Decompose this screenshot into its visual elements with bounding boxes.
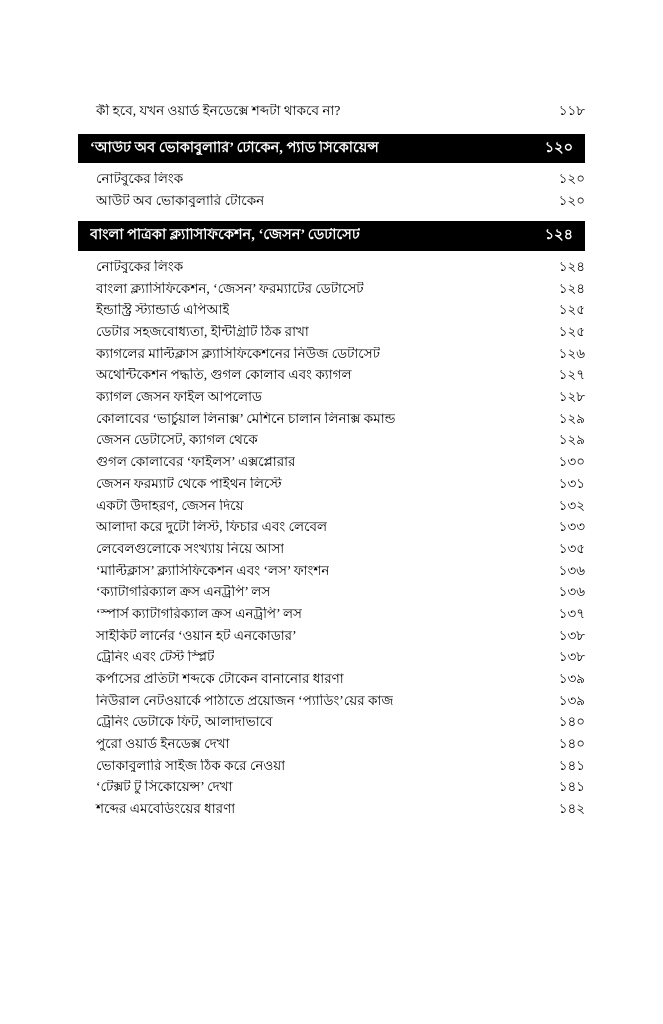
toc-entry-row[interactable]	[78, 690, 585, 712]
toc-entry-row[interactable]	[78, 711, 585, 733]
toc-entry-label: শব্দের এমবেডিংয়ের ধারণা	[96, 802, 236, 816]
toc-entry-label: জেসন ফরম্যাট থেকে পাইথন লিস্টে	[96, 476, 282, 491]
toc-page-number: ১৩৬	[558, 562, 585, 578]
toc-entry-row[interactable]	[78, 190, 585, 212]
toc-entry-label: ট্রেনিং ডেটাকে ফিট, আলাদাভাবে	[96, 715, 273, 729]
toc-entry-label: নোটবুকের লিংক	[96, 259, 184, 274]
toc-entry-row[interactable]	[78, 386, 585, 408]
toc-entry-row[interactable]	[78, 646, 585, 668]
toc-page-number: ১২৫	[558, 324, 585, 340]
toc-entry-label: জেসন ডেটাসেট, ক্যাগল থেকে	[96, 433, 258, 447]
toc-entry-row[interactable]	[78, 104, 585, 124]
toc-page-number: ১২৯	[558, 410, 585, 426]
toc-entry-label: ডেটার সহজবোধ্যতা, ইন্টিগ্রিটি ঠিক রাখা	[96, 325, 309, 339]
toc-page-number: ১৩২	[558, 497, 585, 513]
toc-page-number: ১৩১	[558, 475, 585, 491]
toc-page-number: ১২০	[544, 139, 573, 156]
toc-entry-row[interactable]	[78, 755, 585, 777]
toc-page-number: ১৪০	[558, 736, 585, 752]
toc-entry-label: নোটবুকের লিংক	[96, 172, 184, 186]
toc-entry-row[interactable]	[78, 560, 585, 582]
toc-entry-label: নিউরাল নেটওয়ার্কে পাঠাতে প্রয়োজন ‘প্যাডিং’য়ের কাজ	[96, 693, 394, 708]
toc-page-number: ১৩৬	[558, 584, 585, 600]
toc-entry-row[interactable]	[78, 429, 585, 451]
toc-entry-label: ভোকাবুলারি সাইজ ঠিক করে নেওয়া	[96, 758, 286, 773]
toc-page-number: ১৩৫	[558, 540, 585, 556]
toc-page-number: ১২০	[558, 192, 585, 208]
toc-page-number: ১৪১	[558, 757, 585, 773]
toc-entry-label: কী হবে, যখন ওয়ার্ড ইনডেক্সে শব্দটা থাকবে না?	[96, 104, 341, 118]
toc-entry-label: ‘টেক্সট টু সিকোয়েন্স’ দেখা	[96, 780, 233, 794]
toc-entry-label: কর্পাসের প্রতিটা শব্দকে টোকেন বানানোর ধারণা	[96, 672, 344, 686]
table-of-contents	[78, 104, 585, 820]
toc-entry-row[interactable]	[78, 494, 585, 516]
toc-entry-row[interactable]	[78, 798, 585, 820]
toc-entry-label: বাংলা ক্ল্যাসিফিকেশন, ‘জেসন’ ফরম্যাটের ডেটাসেট	[96, 281, 364, 296]
toc-entry-label: ‘ক্যাটাগরিক্যাল ক্রস এনট্রপি’ লস	[96, 585, 271, 599]
toc-entry-row[interactable]	[78, 299, 585, 321]
toc-page-number: ১২০	[558, 171, 585, 187]
toc-page-number: ১৩৮	[558, 627, 585, 643]
toc-entry-label: আলাদা করে দুটো লিস্ট, ফিচার এবং লেবেল	[96, 520, 328, 534]
toc-entry-row[interactable]	[78, 625, 585, 647]
toc-entry-row[interactable]	[78, 168, 585, 190]
toc-page-number: ১৩৮	[558, 649, 585, 665]
toc-page-number: ১৩৩	[558, 519, 585, 535]
toc-entry-label: সাইকিট লার্নের ‘ওয়ান হট এনকোডার’	[96, 628, 297, 643]
toc-entry-row[interactable]	[78, 473, 585, 495]
toc-page-number: ১২৭	[558, 367, 585, 383]
toc-entry-row[interactable]	[78, 321, 585, 343]
toc-entry-label: ক্যাগল জেসন ফাইল আপলোড	[96, 390, 262, 404]
toc-entry-row[interactable]	[78, 733, 585, 755]
toc-entry-label: কোলাবের ‘ভার্চুয়াল লিনাক্স’ মেশিনে চালান লিনাক্স কমান্ড	[96, 411, 396, 426]
toc-page-number: ১৩০	[558, 454, 585, 470]
toc-entry-row[interactable]	[78, 776, 585, 798]
toc-entry-label: অথেন্টিকেশন পদ্ধতি, গুগল কোলাব এবং ক্যাগল	[96, 368, 352, 382]
toc-entry-label: একটা উদাহরণ, জেসন দিয়ে	[96, 498, 244, 513]
toc-entry-label: গুগল কোলাবের ‘ফাইলস’ এক্সপ্লোরার	[96, 455, 296, 469]
toc-page-number: ১২৫	[558, 302, 585, 318]
toc-page-number: ১২৪	[558, 258, 585, 274]
toc-section-label: বাংলা পত্রিকা ক্ল্যাসিফিকেশন, ‘জেসন’ ডেটাসেট	[90, 228, 360, 243]
toc-entry-label: ক্যাগলের মাল্টিক্লাস ক্ল্যাসিফিকেশনের নিউজ ডেটাসেট	[96, 346, 380, 361]
toc-entry-row[interactable]	[78, 256, 585, 278]
toc-entry-row[interactable]	[78, 603, 585, 625]
toc-section-row[interactable]	[78, 134, 585, 164]
toc-entry-row[interactable]	[78, 343, 585, 365]
toc-entry-row[interactable]	[78, 516, 585, 538]
toc-page-number: ১২৪	[558, 280, 585, 296]
toc-entry-label: ‘স্পার্স ক্যাটাগরিক্যাল ক্রস এনট্রপি’ লস	[96, 606, 302, 621]
toc-entry-label: ট্রেনিং এবং টেস্ট স্প্লিট	[96, 650, 215, 664]
toc-page-number: ১৪০	[558, 714, 585, 730]
toc-entry-label: আউট অব ভোকাবুলারি টোকেন	[96, 193, 265, 208]
toc-page-number: ১২৬	[558, 345, 585, 361]
toc-entry-label: লেবেলগুলোকে সংখ্যায় নিয়ে আসা	[96, 541, 285, 556]
toc-entry-row[interactable]	[78, 364, 585, 386]
toc-entry-label: ইন্ডাস্ট্রি স্ট্যান্ডার্ড এপিআই	[96, 303, 230, 317]
toc-section-label: ‘আউট অব ভোকাবুলারি’ টোকেন, প্যাড সিকোয়েন্স	[90, 140, 379, 155]
toc-page-number: ১২৮	[558, 389, 585, 405]
toc-entry-row[interactable]	[78, 538, 585, 560]
toc-page-number: ১৩৯	[558, 692, 585, 708]
toc-page-number: ১৪২	[558, 801, 585, 817]
toc-entry-row[interactable]	[78, 408, 585, 430]
toc-entry-label: ‘মাল্টিক্লাস’ ক্ল্যাসিফিকেশন এবং ‘লস’ ফাংশন	[96, 563, 330, 578]
toc-section-row[interactable]	[78, 221, 585, 251]
toc-page-number: ১২৯	[558, 432, 585, 448]
toc-entry-row[interactable]	[78, 278, 585, 300]
toc-page-number: ১৩৯	[558, 671, 585, 687]
toc-page-number: ১১৮	[558, 103, 585, 118]
toc-page-number: ১২৪	[544, 227, 573, 244]
toc-page-number: ১৩৭	[558, 605, 585, 621]
toc-entry-row[interactable]	[78, 668, 585, 690]
toc-entry-row[interactable]	[78, 451, 585, 473]
toc-entry-row[interactable]	[78, 581, 585, 603]
toc-entry-label: পুরো ওয়ার্ড ইনডেক্স দেখা	[96, 737, 230, 751]
toc-page-number: ১৪১	[558, 779, 585, 795]
